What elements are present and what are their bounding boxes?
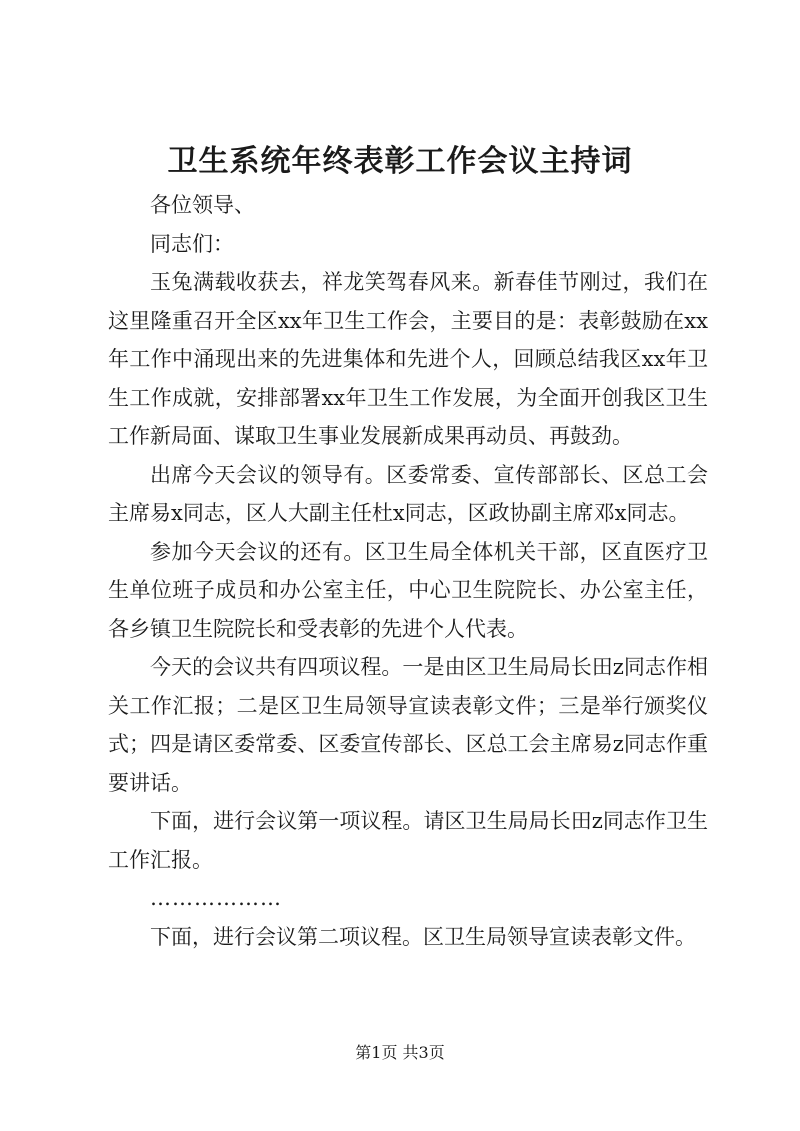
paragraph-opening: 玉兔满载收获去，祥龙笑驾春风来。新春佳节刚过，我们在这里隆重召开全区xx年卫生工作会，主要目的是：表彰鼓励在xx年工作中涌现出来的先进集体和先进个人，回顾总结我区xx年卫生工作成就，安排部署xx年卫生工作发展，为全面开创我区卫生工作新局面、谋取卫生事业发展新成果再动员、再鼓劲。	[108, 270, 708, 448]
paragraph-agenda: 今天的会议共有四项议程。一是由区卫生局局长田z同志作相关工作汇报；二是区卫生局领导宣读表彰文件；三是举行颁奖仪式；四是请区委常委、区委宣传部长、区总工会主席易z同志作重要讲话。	[108, 655, 708, 795]
page-footer: 第1页 共3页	[355, 1043, 445, 1062]
paragraph-attendees: 参加今天会议的还有。区卫生局全体机关干部，区直医疗卫生单位班子成员和办公室主任，中心卫生院院长、办公室主任，各乡镇卫生院院长和受表彰的先进个人代表。	[108, 539, 708, 641]
ellipsis-divider: ………………	[150, 886, 282, 910]
salutation-leaders: 各位领导、	[150, 193, 255, 217]
paragraph-agenda-item-one: 下面，进行会议第一项议程。请区卫生局局长田z同志作卫生工作汇报。	[108, 809, 708, 872]
document-body	[108, 186, 708, 956]
paragraph-agenda-item-two: 下面，进行会议第二项议程。区卫生局领导宣读表彰文件。	[150, 924, 696, 949]
paragraph-attending-leaders: 出席今天会议的领导有。区委常委、宣传部部长、区总工会主席易x同志，区人大副主任杜x同志，区政协副主席邓x同志。	[108, 462, 708, 525]
salutation-comrades: 同志们：	[150, 231, 234, 256]
document-title: 卫生系统年终表彰工作会议主持词	[167, 144, 633, 179]
